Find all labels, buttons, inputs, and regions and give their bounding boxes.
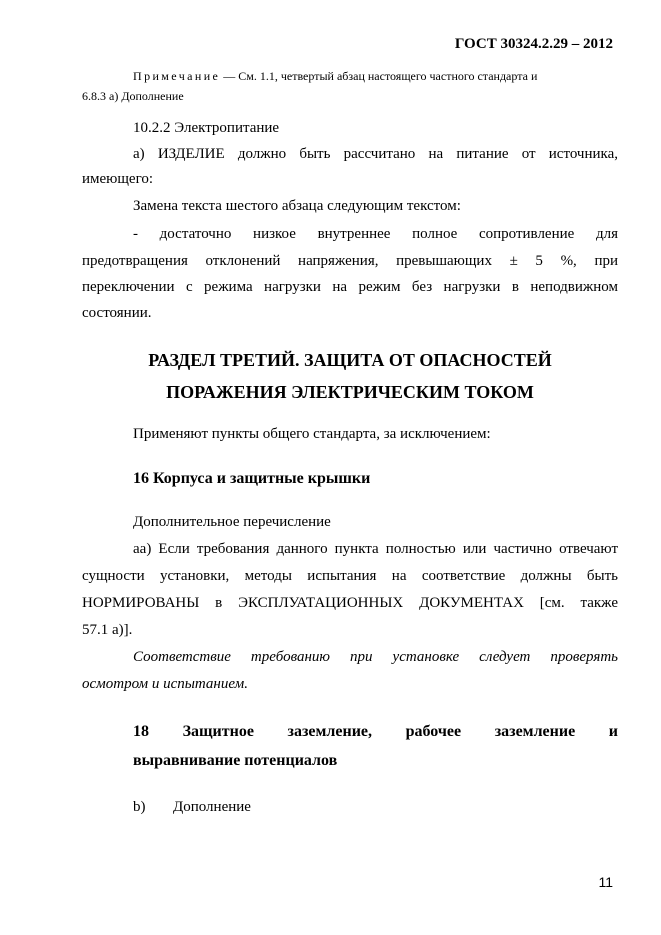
paragraph-a-line-2: имеющего: bbox=[82, 171, 154, 187]
paragraph-a-line-1: а) ИЗДЕЛИЕ должно быть рассчитано на питание от источника, bbox=[133, 146, 618, 162]
note-text: — См. 1.1, четвертый абзац настоящего частного стандарта и bbox=[220, 69, 538, 83]
compliance-line-1: Соответствие требованию при установке следует проверять bbox=[133, 649, 618, 665]
clause-18-title-line-1: 18 Защитное заземление, рабочее заземление и bbox=[133, 723, 618, 740]
item-b-label: b) bbox=[133, 799, 146, 815]
part-three-title-line-1: РАЗДЕЛ ТРЕТИЙ. ЗАЩИТА ОТ ОПАСНОСТЕЙ bbox=[148, 350, 552, 370]
dash-item-line-1: - достаточно низкое внутреннее полное сопротивление для bbox=[133, 226, 618, 242]
item-aa-line-3: НОРМИРОВАНЫ в ЭКСПЛУАТАЦИОННЫХ ДОКУМЕНТАХ [см. также bbox=[82, 595, 618, 611]
subclause-title-10-2-2: 10.2.2 Электропитание bbox=[133, 120, 280, 136]
document-code-header: ГОСТ 30324.2.29 – 2012 bbox=[454, 36, 613, 52]
page-number: 11 bbox=[598, 874, 613, 890]
item-b-text: Дополнение bbox=[173, 799, 251, 815]
part-three-intro: Применяют пункты общего стандарта, за исключением: bbox=[133, 426, 491, 442]
note-line-1 bbox=[133, 69, 599, 84]
dash-item-line-2: предотвращения отклонений напряжения, превышающих ± 5 %, при bbox=[82, 253, 618, 269]
replacement-note: Замена текста шестого абзаца следующим текстом: bbox=[133, 198, 461, 214]
clause-18-title-line-2: выравнивание потенциалов bbox=[133, 752, 338, 769]
part-three-title-line-2: ПОРАЖЕНИЯ ЭЛЕКТРИЧЕСКИМ ТОКОМ bbox=[166, 382, 534, 402]
clause-16-title: 16 Корпуса и защитные крышки bbox=[133, 470, 371, 487]
dash-item-line-3: переключении с режима нагрузки на режим без нагрузки в неподвижном bbox=[82, 279, 618, 295]
additional-listing-label: Дополнительное перечисление bbox=[133, 514, 331, 530]
compliance-line-2: осмотром и испытанием. bbox=[82, 676, 248, 692]
item-aa-line-2: сущности установки, методы испытания на соответствие должны быть bbox=[82, 568, 618, 584]
dash-item-line-4: состоянии. bbox=[82, 305, 152, 321]
item-aa-line-4: 57.1 а)]. bbox=[82, 622, 133, 638]
item-aa-line-1: аа) Если требования данного пункта полностью или частично отвечают bbox=[133, 541, 618, 557]
note-label: Примечание bbox=[133, 69, 221, 83]
note-line-2: 6.8.3 а) Дополнение bbox=[82, 89, 184, 103]
